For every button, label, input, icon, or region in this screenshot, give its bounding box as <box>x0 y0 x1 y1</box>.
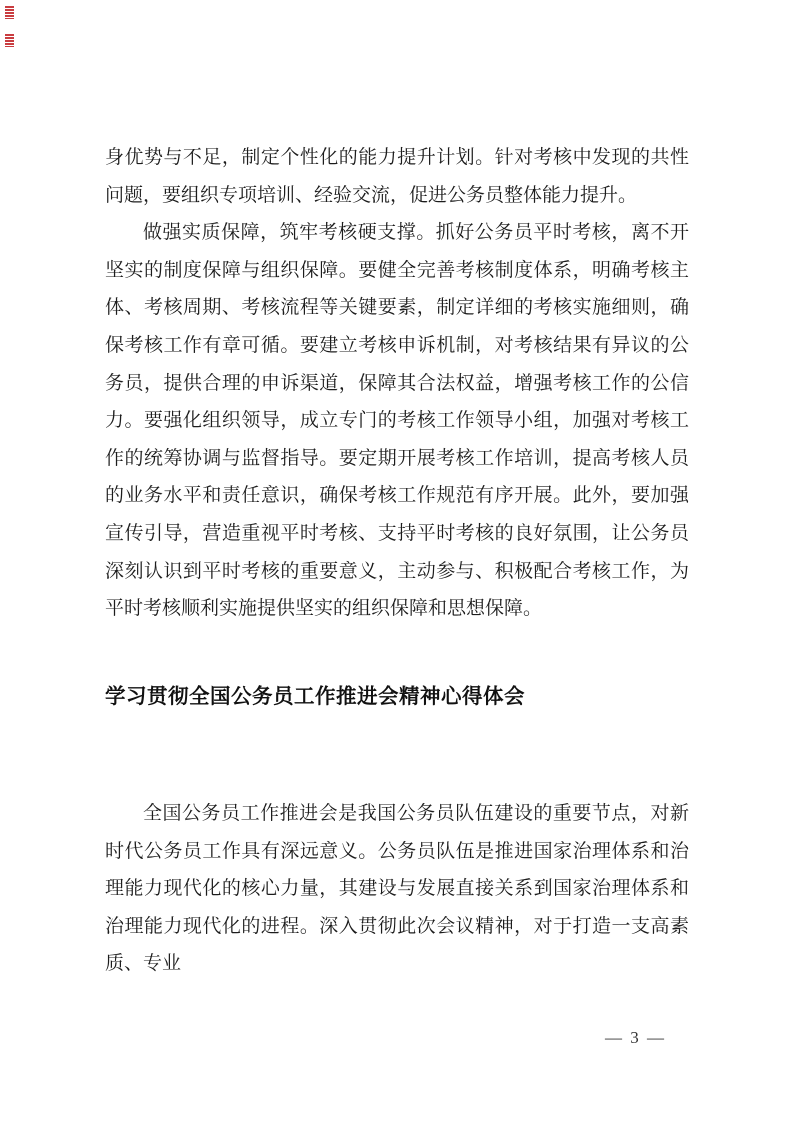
body-paragraph-3: 全国公务员工作推进会是我国公务员队伍建设的重要节点，对新时代公务员工作具有深远意义。公务员队伍是推进国家治理体系和治理能力现代化的核心力量，其建设与发展直接关系到国家治理体系和治理能力现代化的进程。深入贯彻此次会议精神，对于打造一支高素质、专业 <box>105 803 689 975</box>
body-text-section-2 <box>105 795 689 983</box>
body-text-section <box>105 139 689 628</box>
page-number: — 3 — <box>605 1028 666 1047</box>
red-corner-mark-top <box>5 6 14 19</box>
body-paragraph-continuation: 身优势与不足，制定个性化的能力提升计划。针对考核中发现的共性问题，要组织专项培训、经验交流，促进公务员整体能力提升。 <box>105 147 689 206</box>
red-corner-mark-bottom <box>5 34 14 47</box>
body-paragraph-2: 做强实质保障，筑牢考核硬支撑。抓好公务员平时考核，离不开坚实的制度保障与组织保障。要健全完善考核制度体系，明确考核主体、考核周期、考核流程等关键要素，制定详细的考核实施细则，确保考核工作有章可循。要建立考核申诉机制，对考核结果有异议的公务员，提供合理的申诉渠道，保障其合法权益，增强考核工作的公信力。要强化组织领导，成立专门的考核工作领导小组，加强对考核工作的统筹协调与监督指导。要定期开展考核工作培训，提高考核人员的业务水平和责任意识，确保考核工作规范有序开展。此外，要加强宣传引导，营造重视平时考核、支持平时考核的良好氛围，让公务员深刻认识到平时考核的重要意义，主动参与、积极配合考核工作，为平时考核顺利实施提供坚实的组织保障和思想保障。 <box>105 222 689 620</box>
section-heading: 学习贯彻全国公务员工作推进会精神心得体会 <box>105 685 525 708</box>
